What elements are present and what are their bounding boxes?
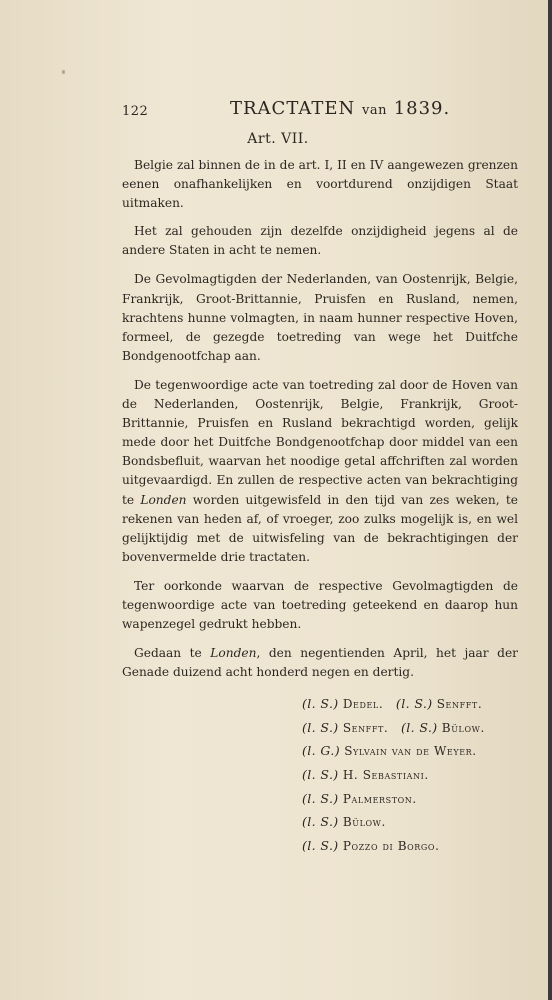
signatory-name: Sylvain van de Weyer. (344, 744, 477, 759)
signatory-name: Dedel. (342, 697, 384, 711)
signature-line (302, 787, 532, 811)
paper-spot (62, 70, 65, 74)
seal-mark: (l. S.) (302, 767, 339, 783)
paragraph-4-text-b: worden uitgewisfeld in den tijd van zes weken, te rekenen van heden af, of vroeger, zoo zulks mogelijk is, en wel gelijktijdig met de uitwisfeling van de bekrachtigingen der bovenvermelde drie tractaten. (122, 492, 518, 564)
place-name-londen: Londen (140, 492, 187, 507)
paragraph-5-text: Ter oorkonde waarvan de respective Gevolmagtigden de tegenwoordige acte van toetreding geteekend en daarop hun wapenzegel gedrukt hebben. (122, 578, 518, 632)
seal-mark: (l. S.) (302, 838, 339, 854)
seal-mark: (l. S.) (395, 696, 433, 711)
paragraph-4 (122, 376, 518, 567)
signature-line (302, 739, 532, 763)
article-body (122, 156, 518, 692)
paragraph-5 (122, 577, 518, 634)
article-heading: Art. VII. (247, 131, 309, 147)
paragraph-2-text: Het zal gehouden zijn dezelfde onzijdigheid jegens al de andere Staten in acht te nemen. (122, 224, 518, 258)
paragraph-6-text-b: , den negentienden April, het jaar der Genade duizend acht honderd negen en dertig. (122, 646, 518, 680)
running-title-van: van (362, 103, 387, 118)
seal-mark: (l. S.) (302, 696, 339, 711)
signatory-name: H. Sebastiani. (342, 768, 429, 783)
paragraph-6-text-a: Gedaan te (134, 646, 211, 661)
signatory-name: Bülow. (342, 815, 386, 830)
paragraph-4-text-a: De tegenwoordige acte van toetreding zal door de Hoven van de Nederlanden, Oostenrijk, Belgie, Frankrijk, Groot-Brittannie, Pruisfen en Rusland bekrachtigd worden, gelijk mede door het Duitfche Bondgenootfchap door middel van een Bondsbefluit, waarvan het noodige getal affchriften zal worden uitgevaardigd. En zullen de respective acten van bekrachtiging te (122, 377, 518, 507)
place-name-londen: Londen (210, 646, 257, 661)
paragraph-3-text: De Gevolmagtigden der Nederlanden, van Oostenrijk, Belgie, Frankrijk, Groot-Brittannie, Pruisfen en Rusland, nemen, krachtens hunne volmagten, in naam hunner respective Hoven, formeel, de gezegde toetreding van wege het Duitfche Bondgenootfchap aan. (122, 272, 518, 363)
running-title-main: TRACTATEN (230, 98, 356, 119)
paragraph-1-text: Belgie zal binnen de in de art. I, II en IV aangewezen grenzen eenen onafhankelijken en voortdurend onzijdigen Staat uitmaken. (122, 158, 518, 211)
seal-mark: (l. S.) (302, 814, 339, 830)
paragraph-3 (122, 270, 518, 365)
signature-line (302, 810, 532, 834)
seal-mark: (l. G.) (302, 743, 341, 759)
signature-line (302, 763, 532, 787)
signatory-name: Senfft. (342, 720, 389, 735)
signature-line (302, 692, 532, 716)
seal-mark: (l. S.) (302, 790, 339, 806)
signatory-name: Palmerston. (342, 791, 417, 806)
signatory-name: Pozzo di Borgo. (342, 839, 440, 854)
paragraph-1 (122, 156, 518, 213)
signatory-name: Senfft. (436, 697, 483, 711)
signature-block (302, 692, 532, 858)
paragraph-6 (122, 644, 518, 682)
running-title (230, 98, 450, 119)
seal-mark: (l. S.) (400, 719, 438, 735)
running-title-year: 1839. (393, 98, 451, 119)
page-number: 122 (122, 104, 149, 119)
signature-line (302, 716, 532, 740)
signature-line (302, 834, 532, 858)
page-edge (548, 0, 552, 1000)
paragraph-2 (122, 222, 518, 260)
signatory-name: Bülow. (441, 720, 485, 735)
seal-mark: (l. S.) (302, 719, 339, 735)
page-header (122, 96, 451, 124)
